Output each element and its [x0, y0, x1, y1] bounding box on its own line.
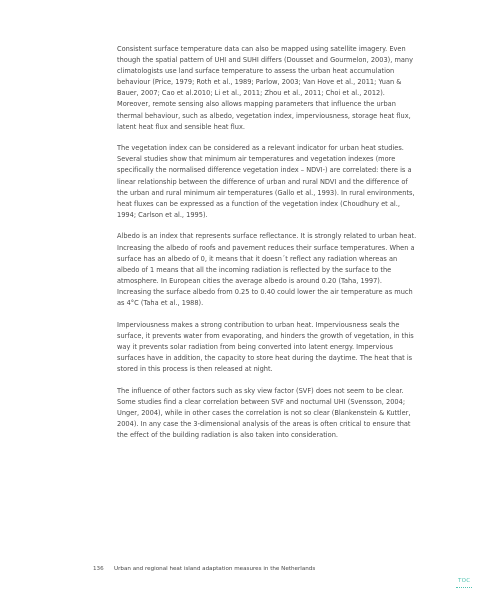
paragraph-satellite: Consistent surface temperature data can also be mapped using satellite imagery. Even though the spatial pattern of UHI and SUHI differs (Dousset and Gourmelon, 2003), many climatologists use land surface temperature to assess the urban heat accumulation behaviour (Price, 1979; Roth et al., 1989; Parlow, 2003; Van Hove et al., 2011; Yuan & Bauer, 2007; Cao et al.2010; Li et al., 2011; Zhou et al., 2011; Choi et al., 2012). Moreover, remote sensing also allows mapping parameters that influence the urban thermal behaviour, such as albedo, vegetation index, imperviousness, storage heat flux, latent heat flux and sensible heat flux. [117, 45, 414, 131]
footer-title: Urban and regional heat island adaptation measures in the Netherlands [114, 566, 316, 572]
toc-link[interactable]: TOC [458, 578, 471, 584]
paragraph-sky-view-factor: The influence of other factors such as sky view factor (SVF) does not seem to be clear. Some studies find a clear correlation between SVF and nocturnal UHI (Svensson, 2004; Unger, 2004), while in other cases the correlation is not so clear (Blankenstein & Kuttler, 2004). In any case the 3-dimensional analysis of the areas is often critical to ensure that the effect of the building radiation is also taken into consideration. [117, 386, 411, 439]
page-footer [93, 566, 433, 572]
paragraph-vegetation-index: The vegetation index can be considered as a relevant indicator for urban heat studies. Several studies show that minimum air temperatures and vegetation indexes (more specifically the normalised difference vegetation index – NDVI-) are correlated: there is a linear relationship between the difference of urban and rural NDVI and the difference of the urban and rural minimum air temperatures (Gallo et al., 1993). In rural environments, heat fluxes can be expressed as a function of the vegetation index (Choudhury et al., 1994; Carlson et al., 1995). [117, 144, 415, 219]
main-text [117, 44, 417, 452]
paragraph-albedo: Albedo is an index that represents surface reflectance. It is strongly related to urban heat. Increasing the albedo of roofs and pavement reduces their surface temperatures. When a surface has an albedo of 0, it means that it doesn´t reflect any radiation whereas an albedo of 1 means that all the incoming radiation is reflected by the surface to the atmosphere. In European cities the average albedo is around 0.20 (Taha, 1997). Increasing the surface albedo from 0.25 to 0.40 could lower the air temperature as much as 4°C (Taha et al., 1988). [117, 232, 417, 307]
page-number: 136 [93, 566, 104, 572]
toc-underline [456, 587, 472, 590]
paragraph-imperviousness: Imperviousness makes a strong contribution to urban heat. Imperviousness seals the surface, it prevents water from evaporating, and hinders the growth of vegetation, in this way it prevents solar radiation from being converted into latent energy. Impervious surfaces have in addition, the capacity to store heat during the daytime. The heat that is stored in this process is then released at night. [117, 320, 414, 373]
